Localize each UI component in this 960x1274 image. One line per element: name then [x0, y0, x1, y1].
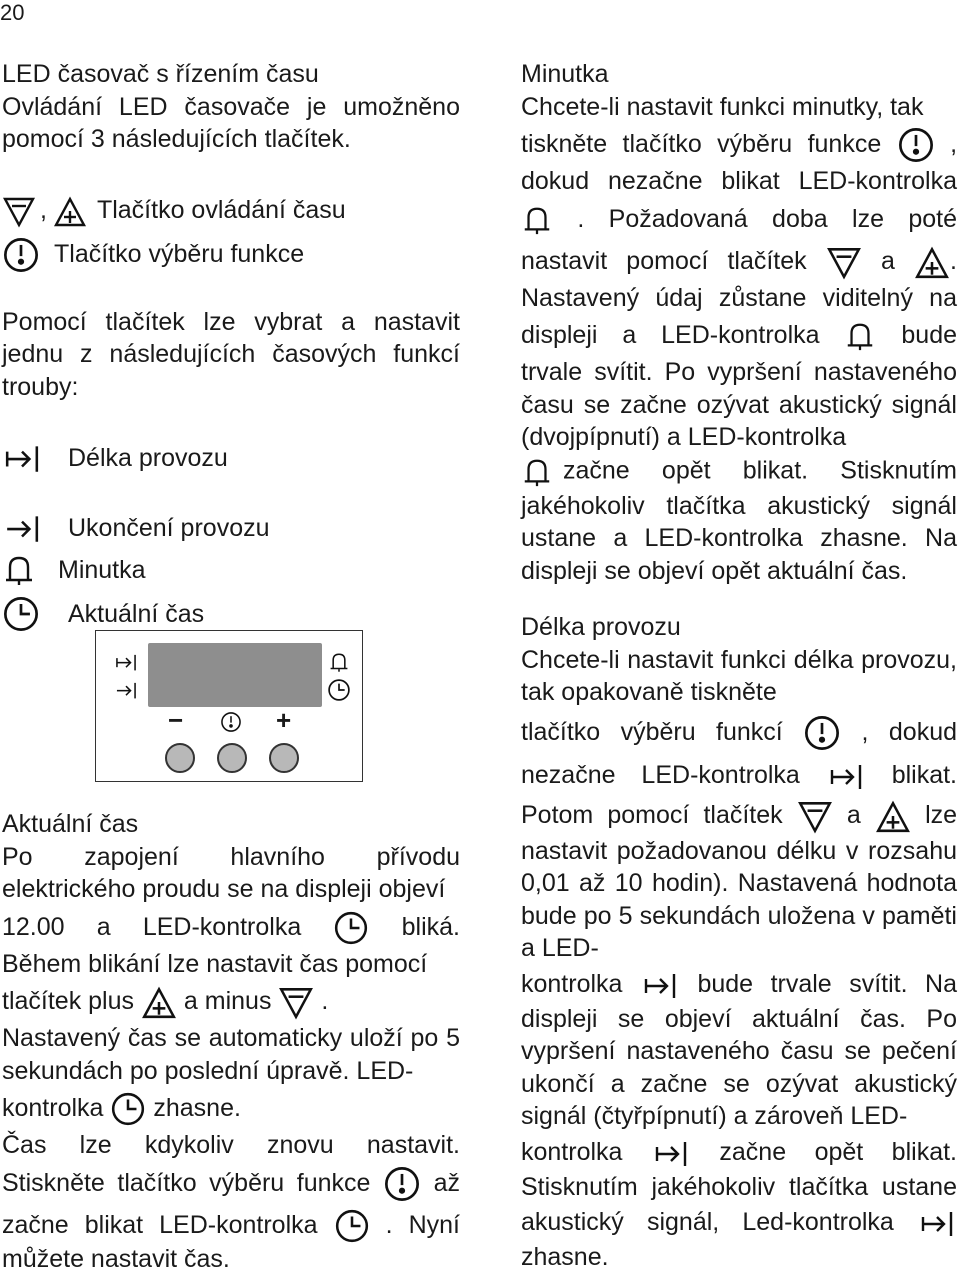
timer-text: začne opět blikat. Stisknutím jakéhokoliv tlačítka akustický signál ustane a LED-kontrolka zhasne. Na displeji se objeví opět aktuální čas. — [521, 454, 957, 588]
function-button-row — [2, 236, 460, 274]
bell-icon — [844, 318, 876, 354]
duration-text: nezačne LED-kontrolka blikat. — [521, 755, 957, 795]
clock-icon — [897, 126, 935, 164]
bell-icon — [328, 651, 350, 673]
function-item-end-time — [2, 509, 460, 547]
function-label: Ukončení provozu — [68, 513, 270, 542]
time-control-buttons-row — [2, 194, 460, 228]
function-item-timer — [2, 551, 460, 589]
timer-text: Nastavený údaj zůstane viditelný na — [521, 283, 957, 312]
current-time-text: Během blikání lze nastavit čas pomocí — [2, 949, 428, 978]
duration-icon — [651, 1136, 691, 1170]
right-column — [521, 58, 957, 1274]
time-control-label: Tlačítko ovládání času — [96, 196, 346, 225]
duration-text: akustický signál, Led-kontrolka — [521, 1203, 957, 1241]
duration-text: Potom pomocí tlačítek a lze — [521, 795, 957, 835]
duration-icon — [640, 968, 680, 1002]
clock-icon — [383, 1165, 421, 1203]
function-knob[interactable] — [217, 743, 247, 773]
minus-triangle-icon — [826, 244, 862, 280]
duration-icon — [917, 1206, 957, 1240]
plus-knob[interactable] — [269, 743, 299, 773]
minus-knob[interactable] — [165, 743, 195, 773]
current-time-text: 12.00 a LED-kontrolka bliká. — [2, 906, 460, 948]
section-title-duration: Délka provozu — [521, 613, 681, 641]
section-title-current-time: Aktuální čas — [2, 810, 139, 838]
duration-text: tlačítko výběru funkcí , dokud — [521, 709, 957, 755]
minus-triangle-icon — [797, 798, 833, 834]
duration-icon — [2, 440, 42, 476]
clock-face-icon — [333, 910, 369, 946]
plus-triangle-icon — [875, 798, 911, 834]
clock-face-icon — [334, 1208, 370, 1244]
duration-text: kontrolka začne opět blikat. — [521, 1133, 957, 1171]
function-label: Délka provozu — [68, 443, 228, 472]
clock-icon — [220, 711, 242, 733]
current-time-text: Po zapojení hlavního přívodu elektrického proudu se na displeji objeví — [2, 842, 460, 903]
bell-icon — [521, 454, 553, 490]
clock-icon — [803, 714, 841, 752]
duration-icon — [112, 651, 140, 673]
end-time-icon — [112, 679, 140, 701]
section-title-timer: Minutka — [521, 60, 609, 88]
functions-intro: Pomocí tlačítek lze vybrat a nastavit jednu z následujících časových funkcí trouby: — [2, 307, 460, 401]
timer-text: trvale svítit. Po vypršení nastaveného času se začne ozývat akustický signál (dvojpípnutí) a LED-kontrolka — [521, 358, 957, 451]
duration-text: displeji se objeví aktuální čas. Po vypršení nastaveného času se pečení ukončí a začne se ozývat akustický signál (čtyřpípnutí) a zároveň LED- — [521, 1004, 957, 1130]
current-time-text: Čas lze kdykoliv znovu nastavit. — [2, 1131, 460, 1159]
duration-text: kontrolka bude trvale svítit. Na — [521, 965, 957, 1003]
bell-icon — [521, 202, 553, 238]
intro-text: Ovládání LED časovače je umožněno pomocí 3 následujících tlačítek. — [2, 92, 460, 153]
separator: , — [40, 196, 47, 225]
timer-text: displeji a LED-kontrolka bude — [521, 314, 957, 356]
function-item-current-time — [2, 595, 460, 633]
function-label: Minutka — [58, 555, 146, 584]
clock-face-icon — [327, 678, 351, 702]
plus-triangle-icon — [141, 984, 177, 1020]
end-time-icon — [2, 510, 42, 546]
duration-icon — [826, 759, 866, 793]
timer-text: Chcete-li nastavit funkci minutky, tak — [521, 92, 924, 121]
duration-text: zhasne. — [521, 1243, 609, 1271]
current-time-text: Stiskněte tlačítko výběru funkce až — [2, 1162, 460, 1204]
plus-triangle-icon — [53, 194, 87, 228]
duration-text: nastavit požadovanou délku v rozsahu 0,01 až 10 hodin). Nastavená hodnota bude po 5 sekundách uložena v paměti a LED- — [521, 836, 957, 962]
timer-text: . Požadovaná doba lze poté — [521, 198, 957, 240]
bell-icon — [2, 552, 36, 588]
minus-triangle-icon — [278, 984, 314, 1020]
section-title-led-timer: LED časovač s řízením času — [2, 60, 319, 88]
duration-text: Stisknutím jakéhokoliv tlačítka ustane — [521, 1172, 957, 1201]
timer-text: nastavit pomocí tlačítek a . — [521, 240, 957, 282]
clock-face-icon — [110, 1091, 146, 1127]
current-time-text: můžete nastavit čas. — [2, 1244, 230, 1273]
current-time-text: tlačítek plus a minus . — [2, 980, 460, 1022]
clock-icon — [2, 236, 40, 274]
clock-face-icon — [2, 595, 40, 633]
minus-triangle-icon — [2, 194, 36, 228]
led-display — [148, 643, 322, 707]
oven-control-panel — [95, 630, 363, 782]
page-number: 20 — [0, 0, 25, 25]
plus-label: + — [276, 705, 292, 735]
current-time-text: začne blikat LED-kontrolka . Nyní — [2, 1204, 460, 1246]
timer-text: tiskněte tlačítko výběru funkce , — [521, 123, 957, 165]
duration-text: Chcete-li nastavit funkci délka provozu, tak opakovaně tiskněte — [521, 645, 957, 706]
current-time-text: kontrolka zhasne. — [2, 1087, 460, 1129]
current-time-text: Nastavený čas se automaticky uloží po 5 sekundách po poslední úpravě. LED- — [2, 1024, 460, 1085]
minus-label: − — [168, 705, 184, 735]
function-item-duration — [2, 439, 460, 477]
function-button-label: Tlačítko výběru funkce — [54, 240, 305, 269]
plus-triangle-icon — [914, 244, 950, 280]
function-label: Aktuální čas — [68, 599, 205, 628]
timer-text: dokud nezačne blikat LED-kontrolka — [521, 167, 957, 195]
